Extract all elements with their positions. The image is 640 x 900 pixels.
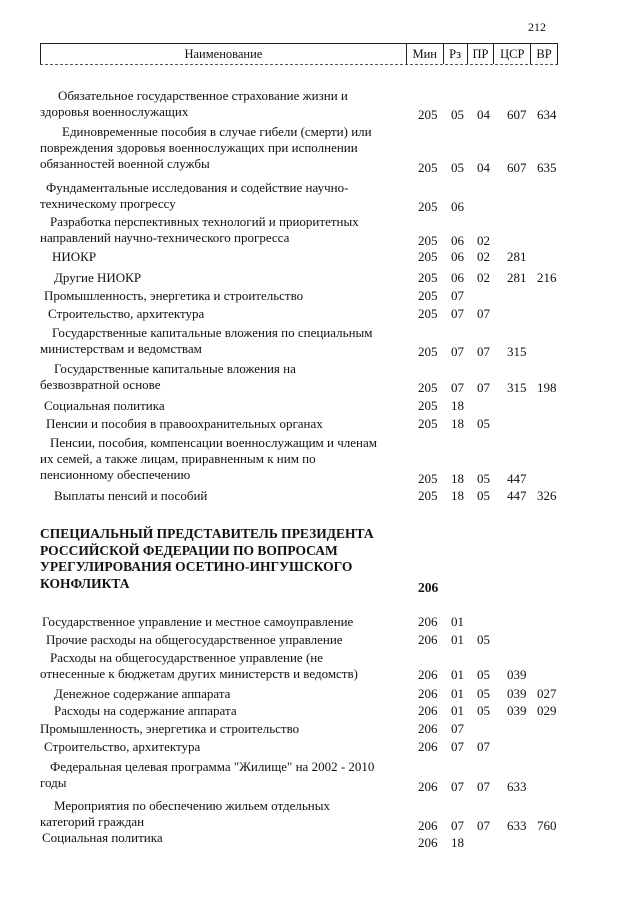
row-name-line: обязанностей военной службы [40,156,210,171]
row-name [40,270,410,286]
code-min: 206 [418,667,438,682]
row-name-line: направлений научно-технического прогресса [40,230,290,245]
code-vr: 634 [537,107,557,122]
row-name [40,798,410,830]
code-rz: 07 [451,721,464,736]
row-name [40,739,410,755]
code-pr: 05 [477,488,490,503]
code-vr: 216 [537,270,557,285]
row-name-line: КОНФЛИКТА [40,575,130,591]
row-name [40,306,410,322]
code-min: 206 [418,721,438,736]
row-name [40,398,410,414]
code-rz: 07 [451,344,464,359]
code-pr: 07 [477,344,490,359]
code-vr: 326 [537,488,557,503]
code-min: 206 [418,739,438,754]
code-csr: 281 [507,249,527,264]
code-pr: 07 [477,739,490,754]
row-name-line: повреждения здоровья военнослужащих при исполнении [40,140,358,155]
code-csr: 039 [507,703,527,718]
code-rz: 18 [451,488,464,503]
code-pr: 07 [477,818,490,833]
code-pr: 05 [477,471,490,486]
row-name [40,435,410,483]
page-number: 212 [528,20,546,34]
code-csr: 607 [507,160,527,175]
row-name-line: Прочие расходы на общегосударственное управление [46,632,343,647]
code-min: 205 [418,233,438,248]
code-min: 206 [418,632,438,647]
row-name-line: Расходы на общегосударственное управление (не [50,650,324,665]
code-min: 206 [418,579,439,595]
header-min: Мин [406,44,443,64]
row-name [40,650,410,682]
code-rz: 01 [451,614,464,629]
code-pr: 05 [477,686,490,701]
code-rz: 06 [451,249,464,264]
row-name-line: министерствам и ведомствам [40,341,202,356]
code-rz: 18 [451,471,464,486]
row-name-line: здоровья военнослужащих [40,104,189,119]
table-header [40,43,558,65]
row-name-line: СПЕЦИАЛЬНЫЙ ПРЕДСТАВИТЕЛЬ ПРЕЗИДЕНТА [40,526,374,541]
code-min: 206 [418,835,438,850]
row-name-line: Государственные капитальные вложения по специальным [52,325,373,340]
row-name-line: РОССИЙСКОЙ ФЕДЕРАЦИИ ПО ВОПРОСАМ [40,542,338,558]
header-rz: Рз [443,44,467,64]
row-name-line: Федеральная целевая программа "Жилище" на 2002 - 2010 [50,759,375,774]
code-min: 205 [418,288,438,303]
row-name-line: Разработка перспективных технологий и приоритетных [50,214,359,229]
row-name-line: Строительство, архитектура [44,739,201,754]
code-min: 206 [418,614,438,629]
row-name [40,325,410,357]
code-min: 205 [418,398,438,413]
row-name [40,88,410,120]
code-rz: 07 [451,288,464,303]
code-rz: 05 [451,107,464,122]
row-name-line: годы [40,775,67,790]
code-csr: 315 [507,380,527,395]
row-name [40,703,410,719]
code-min: 206 [418,703,438,718]
row-name-line: безвозвратной основе [40,377,161,392]
row-name-line: Промышленность, энергетика и строительство [44,288,304,303]
row-name-line: категорий граждан [40,814,145,829]
row-name [40,288,410,304]
row-name [40,759,410,791]
code-pr: 02 [477,249,490,264]
code-vr: 198 [537,380,557,395]
code-rz: 07 [451,739,464,754]
code-min: 205 [418,380,438,395]
row-name [40,124,410,172]
code-rz: 07 [451,380,464,395]
header-csr: ЦСР [493,44,530,64]
code-csr: 447 [507,488,527,503]
row-name-line: Другие НИОКР [54,270,142,285]
code-pr: 02 [477,233,490,248]
code-rz: 05 [451,160,464,175]
code-rz: 01 [451,632,464,647]
code-rz: 01 [451,667,464,682]
code-rz: 06 [451,233,464,248]
row-name [40,361,410,393]
code-pr: 05 [477,632,490,647]
row-name [40,830,410,846]
row-name-line: Фундаментальные исследования и содействие научно- [46,180,349,195]
code-vr: 029 [537,703,557,718]
code-csr: 633 [507,779,527,794]
code-pr: 02 [477,270,490,285]
code-min: 205 [418,249,438,264]
code-rz: 07 [451,306,464,321]
code-rz: 01 [451,703,464,718]
code-min: 205 [418,270,438,285]
row-name-line: Социальная политика [44,398,165,413]
row-name-line: Расходы на содержание аппарата [54,703,237,718]
row-name-line: отнесенные к бюджетам других министерств и ведомств) [40,666,358,681]
code-min: 205 [418,488,438,503]
code-min: 205 [418,160,438,175]
row-name-line: пенсионному обеспечению [40,467,191,482]
row-name-line: их семей, а также лицам, приравненным к ним по [40,451,316,466]
code-csr: 281 [507,270,527,285]
row-name [40,180,410,212]
row-name-line: Государственные капитальные вложения на [54,361,296,376]
code-vr: 635 [537,160,557,175]
code-min: 205 [418,471,438,486]
code-min: 205 [418,344,438,359]
row-name-line: Пенсии, пособия, компенсации военнослужащим и членам [50,435,377,450]
row-name [40,488,410,504]
code-min: 205 [418,306,438,321]
row-name [40,249,410,265]
code-vr: 760 [537,818,557,833]
code-min: 205 [418,107,438,122]
code-min: 206 [418,779,438,794]
row-name [40,214,410,246]
row-name-line: Мероприятия по обеспечению жильем отдельных [54,798,330,813]
code-csr: 039 [507,667,527,682]
code-rz: 07 [451,779,464,794]
row-name-line: техническому прогрессу [40,196,176,211]
row-name [40,416,410,432]
code-rz: 18 [451,398,464,413]
code-min: 206 [418,686,438,701]
header-vr: ВР [530,44,557,64]
code-pr: 07 [477,380,490,395]
code-pr: 04 [477,107,490,122]
row-name-line: УРЕГУЛИРОВАНИЯ ОСЕТИНО-ИНГУШСКОГО [40,559,353,574]
code-csr: 633 [507,818,527,833]
code-pr: 07 [477,779,490,794]
row-name [40,686,410,702]
row-name-line: Выплаты пенсий и пособий [54,488,208,503]
row-name-line: НИОКР [52,249,97,264]
row-name-line: Денежное содержание аппарата [54,686,231,701]
row-name [40,632,410,648]
code-min: 205 [418,416,438,431]
code-csr: 039 [507,686,527,701]
code-csr: 607 [507,107,527,122]
code-pr: 07 [477,306,490,321]
code-csr: 447 [507,471,527,486]
row-name-line: Пенсии и пособия в правоохранительных органах [46,416,323,431]
row-name-line: Единовременные пособия в случае гибели (смерти) или [62,124,372,139]
row-name [40,614,410,630]
code-min: 206 [418,818,438,833]
row-name-line: Промышленность, энергетика и строительство [40,721,300,736]
code-rz: 18 [451,835,464,850]
code-pr: 05 [477,703,490,718]
code-rz: 07 [451,818,464,833]
code-csr: 315 [507,344,527,359]
code-rz: 06 [451,199,464,214]
row-name-line: Строительство, архитектура [48,306,205,321]
code-rz: 18 [451,416,464,431]
header-name: Наименование [184,47,263,61]
row-name [40,721,410,737]
header-pr: ПР [467,44,494,64]
code-rz: 01 [451,686,464,701]
row-name [40,526,410,592]
code-pr: 05 [477,416,490,431]
code-vr: 027 [537,686,557,701]
row-name-line: Государственное управление и местное самоуправление [42,614,354,629]
code-rz: 06 [451,270,464,285]
row-name-line: Социальная политика [42,830,163,845]
code-min: 205 [418,199,438,214]
code-pr: 04 [477,160,490,175]
code-pr: 05 [477,667,490,682]
row-name-line: Обязательное государственное страхование жизни и [58,88,348,103]
